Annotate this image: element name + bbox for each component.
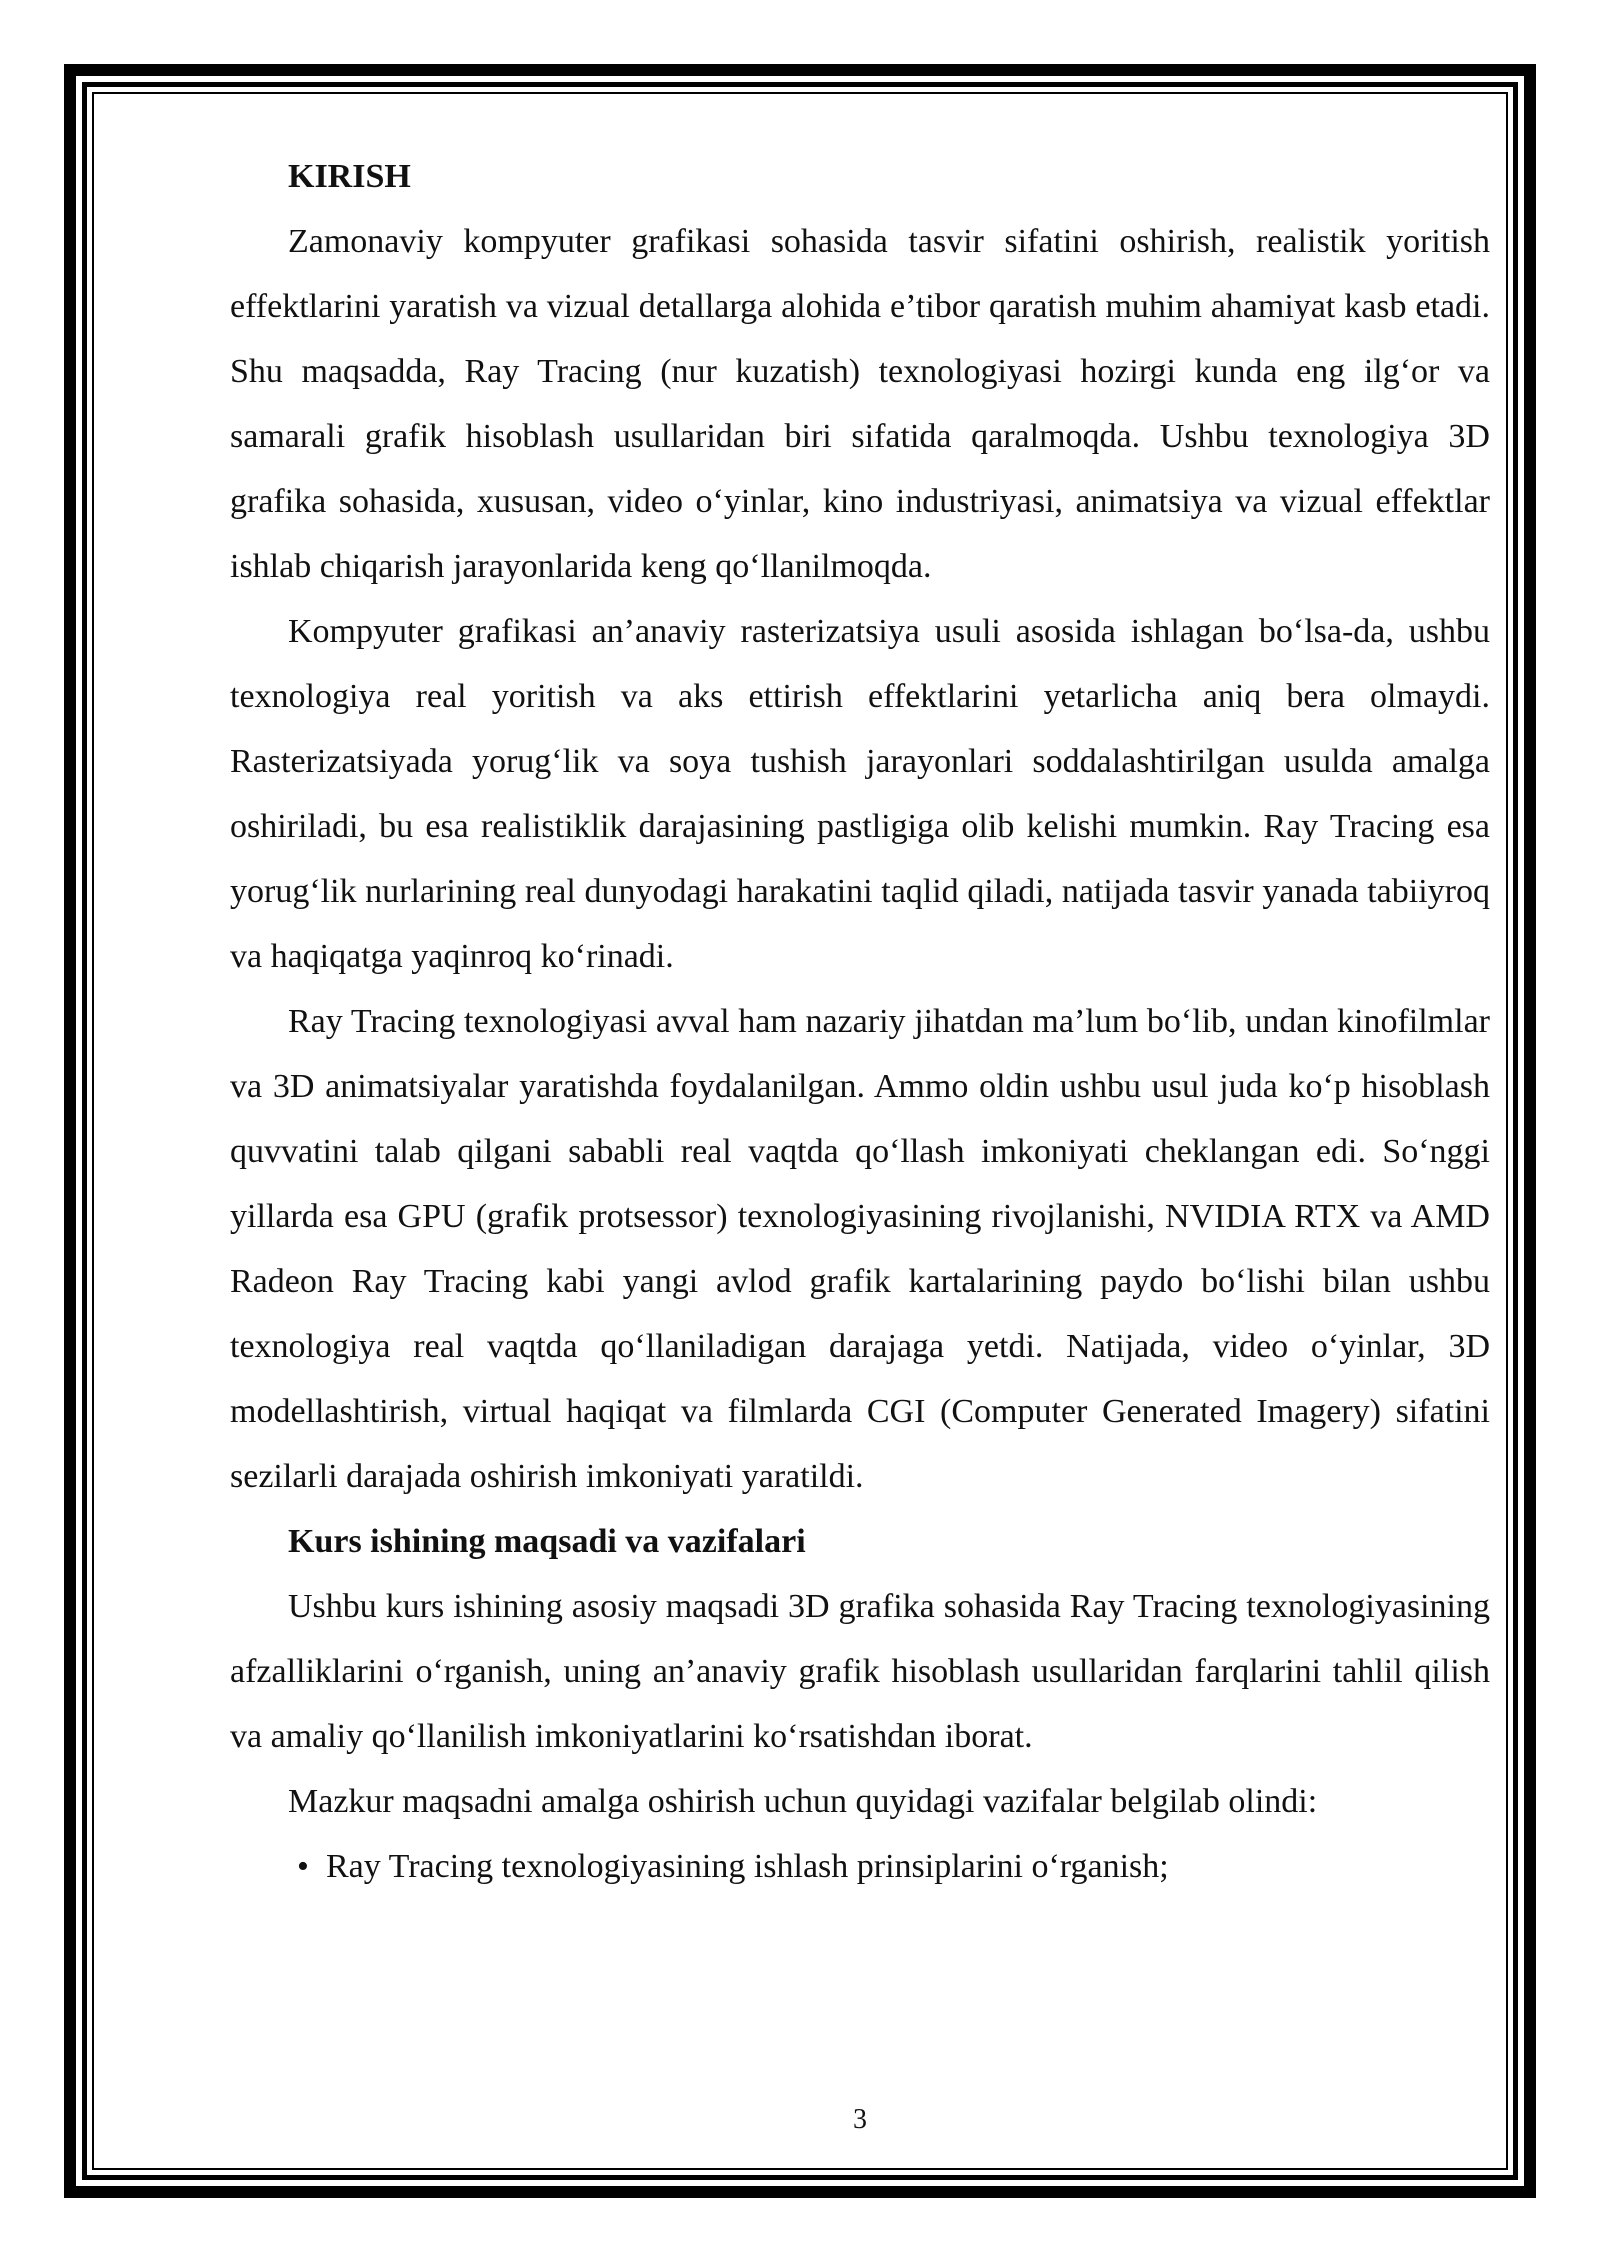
section-heading-goals: Kurs ishining maqsadi va vazifalari bbox=[288, 1523, 806, 1560]
bullet-icon: • bbox=[297, 1848, 309, 1885]
section-heading-intro: KIRISH bbox=[288, 158, 411, 195]
document-body bbox=[230, 144, 1490, 1899]
intro-paragraph-1: Zamonaviy kompyuter grafikasi sohasida tasvir sifatini oshirish, realistik yoritish effektlarini yaratish va vizual detallarga alohida e’tibor qaratish muhim ahamiyat kasb etadi. Shu maqsadda, Ray Tracing (nur kuzatish) texnologiyasi hozirgi kunda eng ilg‘or va samarali grafik hisoblash usullaridan biri sifatida qaralmoqda. Ushbu texnologiya 3D grafika sohasida, xususan, video o‘yinlar, kino industriyasi, animatsiya va vizual effektlar ishlab chiqarish jarayonlarida keng qo‘llanilmoqda. bbox=[230, 223, 1490, 585]
page-number: 3 bbox=[853, 2104, 867, 2135]
list-item bbox=[230, 1834, 1490, 1899]
goals-paragraph-2: Mazkur maqsadni amalga oshirish uchun quyidagi vazifalar belgilab olindi: bbox=[288, 1783, 1318, 1820]
task-list bbox=[230, 1834, 1490, 1899]
intro-paragraph-2: Kompyuter grafikasi an’anaviy rasterizatsiya usuli asosida ishlagan bo‘lsa-da, ushbu texnologiya real yoritish va aks ettirish effektlarini yetarlicha aniq bera olmaydi. Rasterizatsiyada yorug‘lik va soya tushish jarayonlari soddalashtirilgan usulda amalga oshiriladi, bu esa realistiklik darajasining pastligiga olib kelishi mumkin. Ray Tracing esa yorug‘lik nurlarining real dunyodagi harakatini taqlid qiladi, natijada tasvir yanada tabiiyroq va haqiqatga yaqinroq ko‘rinadi. bbox=[230, 613, 1490, 975]
intro-paragraph-3: Ray Tracing texnologiyasi avval ham nazariy jihatdan ma’lum bo‘lib, undan kinofilmlar va 3D animatsiyalar yaratishda foydalanilgan. Ammo oldin ushbu usul juda ko‘p hisoblash quvvatini talab qilgani sababli real vaqtda qo‘llash imkoniyati cheklangan edi. So‘nggi yillarda esa GPU (grafik protsessor) texnologiyasining rivojlanishi, NVIDIA RTX va AMD Radeon Ray Tracing kabi yangi avlod grafik kartalarining paydo bo‘lishi bilan ushbu texnologiya real vaqtda qo‘llaniladigan darajaga yetdi. Natijada, video o‘yinlar, 3D modellashtirish, virtual haqiqat va filmlarda CGI (Computer Generated Imagery) sifatini sezilarli darajada oshirish imkoniyati yaratildi. bbox=[230, 1003, 1490, 1495]
list-item-text: Ray Tracing texnologiyasining ishlash prinsiplarini o‘rganish; bbox=[326, 1848, 1169, 1885]
goals-paragraph-1: Ushbu kurs ishining asosiy maqsadi 3D grafika sohasida Ray Tracing texnologiyasining afzalliklarini o‘rganish, uning an’anaviy grafik hisoblash usullaridan farqlarini tahlil qilish va amaliy qo‘llanilish imkoniyatlarini ko‘rsatishdan iborat. bbox=[230, 1588, 1490, 1755]
